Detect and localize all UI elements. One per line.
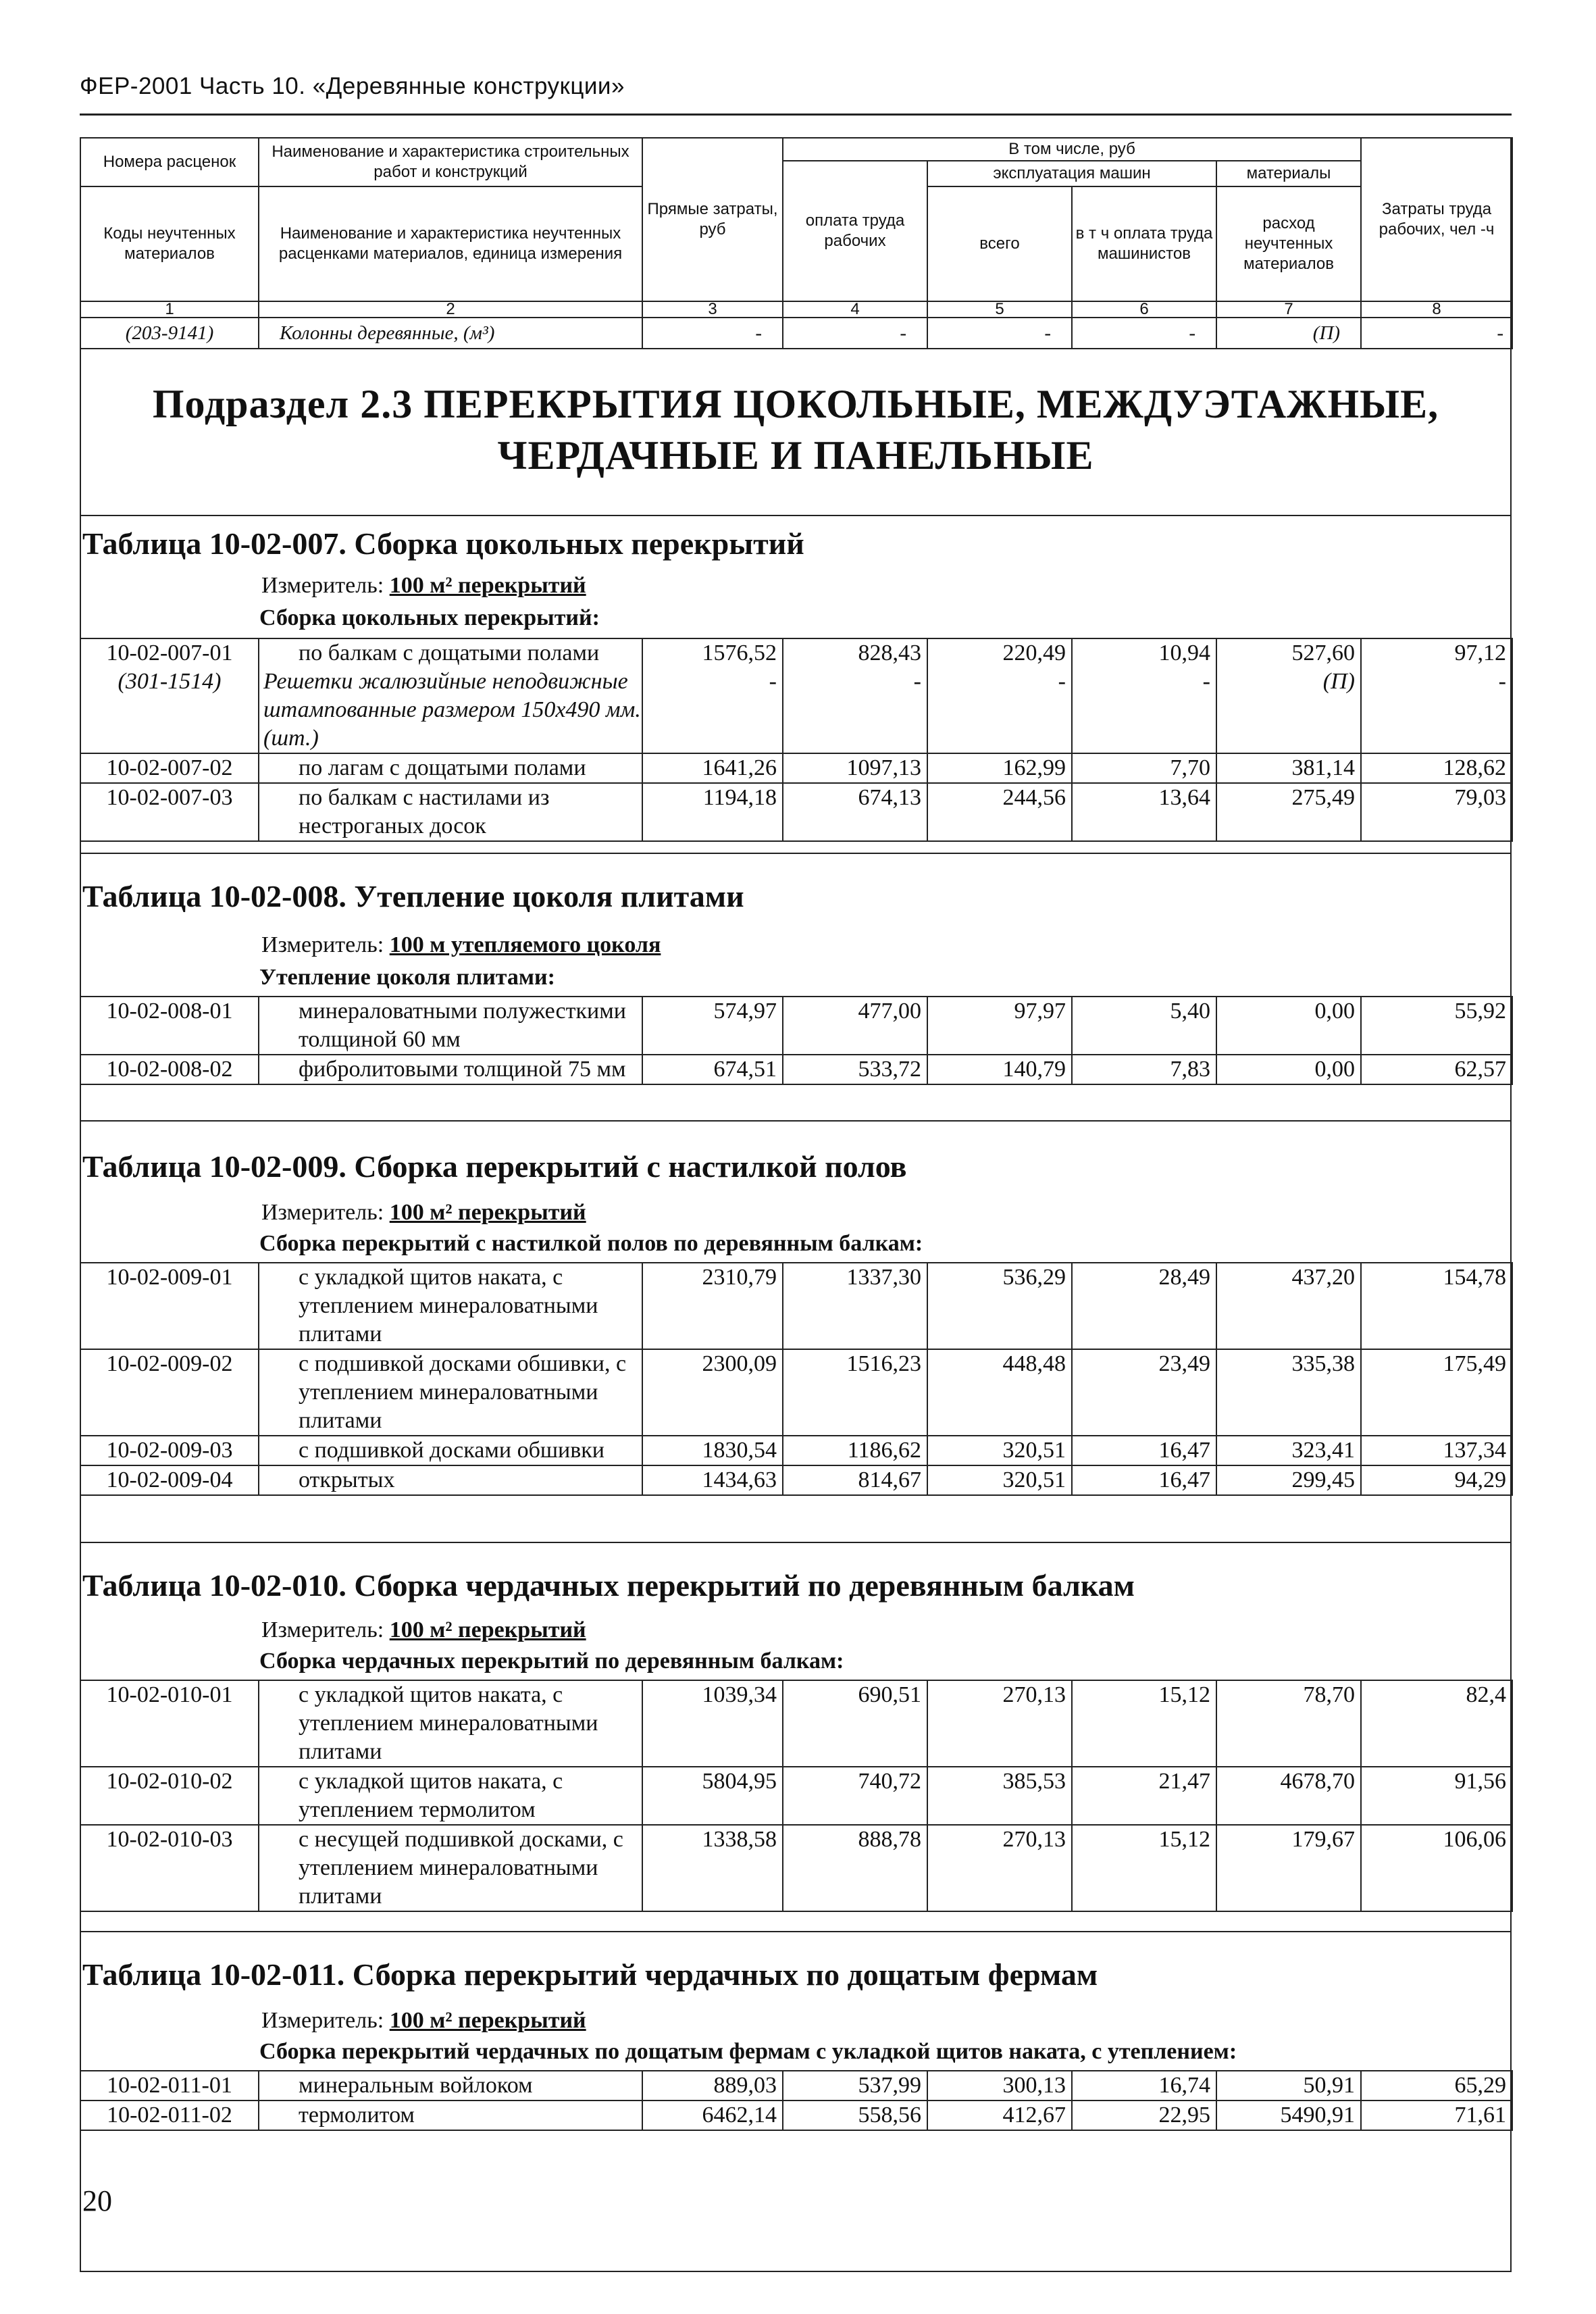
value: 220,49 xyxy=(1002,640,1066,665)
row-value: 437,20 xyxy=(1216,1263,1361,1349)
row-value: 381,14 xyxy=(1216,753,1361,783)
running-header: ФЕР-2001 Часть 10. «Деревянные конструкции» xyxy=(80,73,625,99)
col-number: 1 xyxy=(80,301,259,318)
row-value: 320,51 xyxy=(927,1436,1072,1465)
row-value: 21,47 xyxy=(1072,1767,1216,1825)
row-value: 690,51 xyxy=(783,1680,927,1767)
row-name-text: по балкам с настилами из нестроганых досок xyxy=(299,785,550,838)
row-value: 674,13 xyxy=(783,783,927,841)
row-name: Колонны деревянные, (м³) xyxy=(259,318,642,349)
table-row xyxy=(80,2101,1512,2130)
row-name-text: минераловатными полужесткими толщиной 60 мм xyxy=(299,999,626,1052)
table-meter xyxy=(261,1617,586,1643)
row-name xyxy=(259,1680,642,1767)
row-name-text: по балкам с дощатыми полами xyxy=(299,640,600,665)
row-value: 889,03 xyxy=(642,2071,783,2101)
row-value: 13,64 xyxy=(1072,783,1216,841)
row-value: 7,83 xyxy=(1072,1055,1216,1084)
row-name-text: минеральным войлоком xyxy=(299,2073,533,2098)
row-code: 10-02-009-02 xyxy=(80,1349,259,1436)
header-rule xyxy=(80,114,1512,116)
meter-label: Измеритель: xyxy=(261,1200,384,1225)
row-value: 16,47 xyxy=(1072,1465,1216,1495)
meter-value: 100 м² перекрытий xyxy=(389,573,586,598)
row-value: 5,40 xyxy=(1072,997,1216,1055)
meter-value: 100 м² перекрытий xyxy=(389,1200,586,1225)
value: 1576,52 xyxy=(702,640,777,665)
table-row xyxy=(80,997,1512,1055)
col2-header-top: Наименование и характеристика строительных работ и конструкций xyxy=(259,138,642,186)
row-value: 448,48 xyxy=(927,1349,1072,1436)
value: 10,94 xyxy=(1158,640,1210,665)
row-value: - xyxy=(783,318,927,349)
material-code: (301-1514) xyxy=(118,669,222,694)
table-separator xyxy=(80,853,1512,854)
row-value: 300,13 xyxy=(927,2071,1072,2101)
table-separator xyxy=(80,515,1512,516)
row-value: 1194,18 xyxy=(642,783,783,841)
row-value: 574,97 xyxy=(642,997,783,1055)
col4-header: оплата труда рабочих xyxy=(783,161,927,301)
table-group-heading: Утепление цоколя плитами: xyxy=(259,965,555,990)
table-title: Таблица 10-02-010. Сборка чердачных перекрытий по деревянным балкам xyxy=(82,1568,1135,1603)
row-value: 162,99 xyxy=(927,753,1072,783)
col-number: 8 xyxy=(1361,301,1512,318)
table-row xyxy=(80,753,1512,783)
row-value: 154,78 xyxy=(1361,1263,1512,1349)
row-value: 1337,30 xyxy=(783,1263,927,1349)
row-value: 335,38 xyxy=(1216,1349,1361,1436)
section-title-line2: ЧЕРДАЧНЫЕ И ПАНЕЛЬНЫЕ xyxy=(497,433,1094,478)
row-value: 299,45 xyxy=(1216,1465,1361,1495)
row-name xyxy=(259,2071,642,2101)
table-separator xyxy=(80,1542,1512,1543)
row-value: - xyxy=(1072,318,1216,349)
row-value: 275,49 xyxy=(1216,783,1361,841)
row-name-text: термолитом xyxy=(299,2103,415,2128)
row-value xyxy=(1072,638,1216,753)
material-name: Решетки жалюзийные неподвижные штампованные размером 150х490 мм. (шт.) xyxy=(263,669,641,751)
data-table xyxy=(80,1680,1513,1912)
row-code: 10-02-008-01 xyxy=(80,997,259,1055)
row-value xyxy=(783,638,927,753)
row-value: (П) xyxy=(1216,318,1361,349)
table-meter xyxy=(261,932,661,958)
meter-label: Измеритель: xyxy=(261,1617,384,1642)
row-value: 558,56 xyxy=(783,2101,927,2130)
row-value: 140,79 xyxy=(927,1055,1072,1084)
row-value: 2300,09 xyxy=(642,1349,783,1436)
col-number: 3 xyxy=(642,301,783,318)
table-title: Таблица 10-02-011. Сборка перекрытий чердачных по дощатым фермам xyxy=(82,1957,1098,1992)
row-name xyxy=(259,783,642,841)
table-row xyxy=(80,1825,1512,1911)
table-separator xyxy=(80,1120,1512,1122)
row-code xyxy=(80,638,259,753)
row-code: 10-02-009-03 xyxy=(80,1436,259,1465)
row-value: - xyxy=(1361,318,1512,349)
row-name xyxy=(259,1465,642,1495)
row-name-text: открытых xyxy=(299,1467,395,1492)
col2-header-bottom: Наименование и характеристика неучтенных расценками материалов, единица измерения xyxy=(259,186,642,301)
meter-label: Измеритель: xyxy=(261,2008,384,2033)
row-name xyxy=(259,1825,642,1911)
meter-value: 100 м² перекрытий xyxy=(389,1617,586,1642)
row-name-text: с несущей подшивкой досками, с утеплением минераловатными плитами xyxy=(299,1827,623,1909)
col-number: 5 xyxy=(927,301,1072,318)
table-meter xyxy=(261,573,586,599)
row-value: 1641,26 xyxy=(642,753,783,783)
row-value: 1039,34 xyxy=(642,1680,783,1767)
table-title: Таблица 10-02-007. Сборка цокольных перекрытий xyxy=(82,526,804,561)
row-value xyxy=(1216,638,1361,753)
table-meter xyxy=(261,2008,586,2034)
row-value: 270,13 xyxy=(927,1825,1072,1911)
table-row xyxy=(80,318,1512,349)
row-value: 477,00 xyxy=(783,997,927,1055)
row-value: 1097,13 xyxy=(783,753,927,783)
row-value: 888,78 xyxy=(783,1825,927,1911)
row-name xyxy=(259,1055,642,1084)
meter-value: 100 м утепляемого цоколя xyxy=(389,932,661,957)
col-number: 4 xyxy=(783,301,927,318)
row-value: 536,29 xyxy=(927,1263,1072,1349)
value: (П) xyxy=(1322,669,1355,694)
table-row xyxy=(80,1767,1512,1825)
row-value: 244,56 xyxy=(927,783,1072,841)
row-code: 10-02-007-03 xyxy=(80,783,259,841)
row-value: 1338,58 xyxy=(642,1825,783,1911)
table-group-heading: Сборка чердачных перекрытий по деревянным балкам: xyxy=(259,1649,844,1674)
materials-header: материалы xyxy=(1216,161,1361,186)
value: - xyxy=(1202,669,1210,694)
row-value: 55,92 xyxy=(1361,997,1512,1055)
table-title: Таблица 10-02-009. Сборка перекрытий с настилкой полов xyxy=(82,1149,907,1184)
row-value: 385,53 xyxy=(927,1767,1072,1825)
row-value: 28,49 xyxy=(1072,1263,1216,1349)
row-value: 5490,91 xyxy=(1216,2101,1361,2130)
row-code: (203-9141) xyxy=(80,318,259,349)
row-value: 674,51 xyxy=(642,1055,783,1084)
row-value: 97,97 xyxy=(927,997,1072,1055)
machines-header: эксплуатация машин xyxy=(927,161,1216,186)
row-code: 10-02-009-04 xyxy=(80,1465,259,1495)
meter-value: 100 м² перекрытий xyxy=(389,2008,586,2033)
row-value: 2310,79 xyxy=(642,1263,783,1349)
row-code: 10-02-011-01 xyxy=(80,2071,259,2101)
row-value: 7,70 xyxy=(1072,753,1216,783)
row-value: 0,00 xyxy=(1216,1055,1361,1084)
row-value: 4678,70 xyxy=(1216,1767,1361,1825)
table-row xyxy=(80,1055,1512,1084)
row-name xyxy=(259,1349,642,1436)
row-value: 814,67 xyxy=(783,1465,927,1495)
row-name xyxy=(259,1436,642,1465)
row-value: 1830,54 xyxy=(642,1436,783,1465)
row-value xyxy=(927,638,1072,753)
row-value: 106,06 xyxy=(1361,1825,1512,1911)
row-code: 10-02-009-01 xyxy=(80,1263,259,1349)
section-title-line1: Подраздел 2.3 ПЕРЕКРЫТИЯ ЦОКОЛЬНЫЕ, МЕЖДУЭТАЖНЫЕ, xyxy=(152,382,1439,426)
table-group-heading: Сборка цокольных перекрытий: xyxy=(259,605,600,630)
row-code: 10-02-011-02 xyxy=(80,2101,259,2130)
row-value: 78,70 xyxy=(1216,1680,1361,1767)
row-code: 10-02-007-02 xyxy=(80,753,259,783)
col7-header: расход неучтенных материалов xyxy=(1216,186,1361,301)
row-value: 740,72 xyxy=(783,1767,927,1825)
row-value: - xyxy=(642,318,783,349)
table-row xyxy=(80,1349,1512,1436)
col-number: 2 xyxy=(259,301,642,318)
row-code: 10-02-010-01 xyxy=(80,1680,259,1767)
row-name xyxy=(259,1767,642,1825)
row-value: 15,12 xyxy=(1072,1680,1216,1767)
row-value: 323,41 xyxy=(1216,1436,1361,1465)
meter-label: Измеритель: xyxy=(261,573,384,598)
row-value: 537,99 xyxy=(783,2071,927,2101)
row-value: 320,51 xyxy=(927,1465,1072,1495)
column-header-table xyxy=(80,137,1513,349)
table-row xyxy=(80,1263,1512,1349)
page-number: 20 xyxy=(82,2184,112,2217)
row-name xyxy=(259,753,642,783)
row-name xyxy=(259,2101,642,2130)
value: - xyxy=(913,669,921,694)
table-row xyxy=(80,1465,1512,1495)
row-name-text: с укладкой щитов наката, с утеплением минераловатными плитами xyxy=(299,1265,598,1347)
row-name xyxy=(259,1263,642,1349)
table-meter xyxy=(261,1200,586,1226)
col6-header: в т ч оплата труда машинистов xyxy=(1072,186,1216,301)
row-value: 6462,14 xyxy=(642,2101,783,2130)
row-value: 179,67 xyxy=(1216,1825,1361,1911)
table-row xyxy=(80,638,1512,753)
col1-header-bottom: Коды неучтенных материалов xyxy=(80,186,259,301)
row-value: 65,29 xyxy=(1361,2071,1512,2101)
row-name xyxy=(259,997,642,1055)
col1-header-top: Номера расценок xyxy=(80,138,259,186)
row-name-text: фибролитовыми толщиной 75 мм xyxy=(299,1057,626,1082)
row-value: 412,67 xyxy=(927,2101,1072,2130)
col-number: 6 xyxy=(1072,301,1216,318)
value: 828,43 xyxy=(858,640,921,665)
value: - xyxy=(1498,669,1506,694)
group-header: В том числе, руб xyxy=(783,138,1361,161)
table-row xyxy=(80,783,1512,841)
row-name-text: с укладкой щитов наката, с утеплением термолитом xyxy=(299,1769,563,1822)
col5-header: всего xyxy=(927,186,1072,301)
row-name-text: с укладкой щитов наката, с утеплением минераловатными плитами xyxy=(299,1682,598,1764)
data-table xyxy=(80,2070,1513,2131)
row-value: 128,62 xyxy=(1361,753,1512,783)
row-value: 175,49 xyxy=(1361,1349,1512,1436)
row-value: 1516,23 xyxy=(783,1349,927,1436)
table-row xyxy=(80,2071,1512,2101)
table-separator xyxy=(80,1931,1512,1932)
row-code-text: 10-02-007-01 xyxy=(106,640,233,665)
row-value: 94,29 xyxy=(1361,1465,1512,1495)
table-group-heading: Сборка перекрытий чердачных по дощатым фермам с укладкой щитов наката, с утеплением: xyxy=(259,2039,1237,2064)
row-name-text: с подшивкой досками обшивки, с утеплением минераловатными плитами xyxy=(299,1351,627,1433)
row-value: 71,61 xyxy=(1361,2101,1512,2130)
data-table xyxy=(80,1262,1513,1496)
table-title: Таблица 10-02-008. Утепление цоколя плитами xyxy=(82,879,744,913)
data-table xyxy=(80,996,1513,1085)
row-value xyxy=(642,638,783,753)
col-number: 7 xyxy=(1216,301,1361,318)
col3-header: Прямые затраты, руб xyxy=(642,138,783,301)
value: 527,60 xyxy=(1291,640,1355,665)
row-value: 22,95 xyxy=(1072,2101,1216,2130)
row-value: 1434,63 xyxy=(642,1465,783,1495)
row-value: 82,4 xyxy=(1361,1680,1512,1767)
row-value: 79,03 xyxy=(1361,783,1512,841)
row-value: 533,72 xyxy=(783,1055,927,1084)
row-value: 16,74 xyxy=(1072,2071,1216,2101)
row-name-text: с подшивкой досками обшивки xyxy=(299,1438,605,1463)
row-code: 10-02-010-02 xyxy=(80,1767,259,1825)
row-value: 270,13 xyxy=(927,1680,1072,1767)
row-value: 50,91 xyxy=(1216,2071,1361,2101)
row-name xyxy=(259,638,642,753)
table-group-heading: Сборка перекрытий с настилкой полов по деревянным балкам: xyxy=(259,1231,923,1256)
value: 97,12 xyxy=(1454,640,1506,665)
table-row xyxy=(80,1680,1512,1767)
data-table xyxy=(80,638,1513,842)
row-value: 15,12 xyxy=(1072,1825,1216,1911)
row-value: 16,47 xyxy=(1072,1436,1216,1465)
value: - xyxy=(769,669,777,694)
row-value: 137,34 xyxy=(1361,1436,1512,1465)
row-code: 10-02-008-02 xyxy=(80,1055,259,1084)
value: - xyxy=(1058,669,1066,694)
row-value: 23,49 xyxy=(1072,1349,1216,1436)
table-row xyxy=(80,1436,1512,1465)
row-value: 91,56 xyxy=(1361,1767,1512,1825)
row-value: 5804,95 xyxy=(642,1767,783,1825)
meter-label: Измеритель: xyxy=(261,932,384,957)
row-code: 10-02-010-03 xyxy=(80,1825,259,1911)
col8-header: Затраты труда рабочих, чел -ч xyxy=(1361,138,1512,301)
row-value: 1186,62 xyxy=(783,1436,927,1465)
row-value xyxy=(1361,638,1512,753)
row-value: 62,57 xyxy=(1361,1055,1512,1084)
row-value: 0,00 xyxy=(1216,997,1361,1055)
row-value: - xyxy=(927,318,1072,349)
row-name-text: по лагам с дощатыми полами xyxy=(299,755,586,780)
